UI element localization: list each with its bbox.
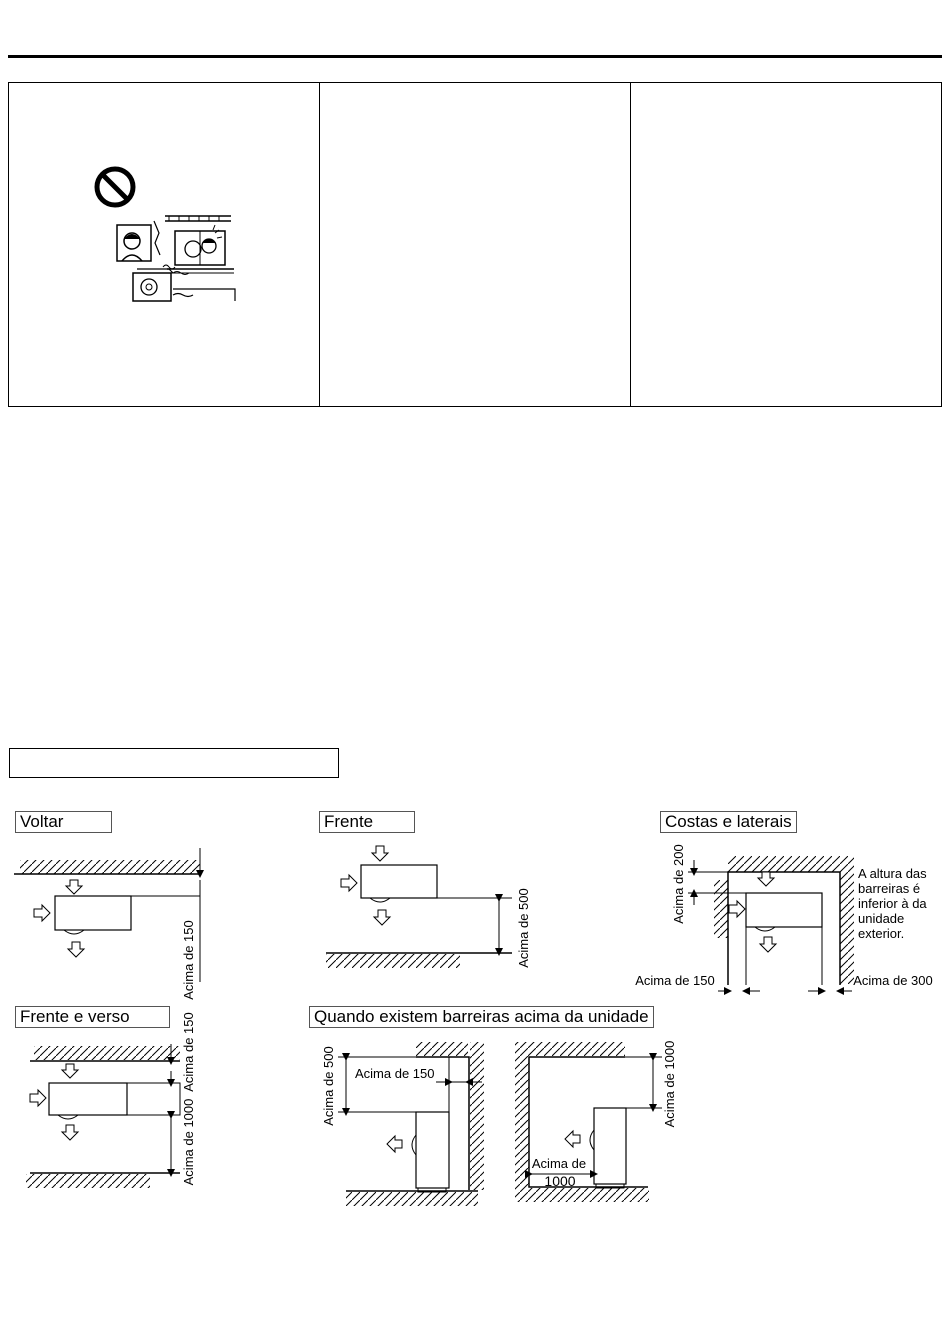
back-dim-text: Acima de 150	[181, 920, 196, 1000]
back-sides-note-1: A altura das	[858, 866, 927, 881]
diagram-back-sides	[635, 844, 933, 991]
label-frente-verso: Frente e verso	[15, 1006, 170, 1028]
back-sides-note-3: inferior à da	[858, 896, 927, 911]
label-barreiras-acima: Quando existem barreiras acima da unidade	[309, 1006, 654, 1028]
label-costas-laterais: Costas e laterais	[660, 811, 797, 833]
back-sides-dim-left: Acima de 150	[635, 973, 715, 988]
barriers-dim-right-top: Acima de 1000	[662, 1040, 677, 1128]
barriers-dim-right-front-b: 1000	[544, 1173, 576, 1189]
back-sides-note-5: exterior.	[858, 926, 905, 941]
back-sides-dim-right: Acima de 300	[853, 973, 933, 988]
front-back-dim-top: Acima de 150	[181, 1012, 196, 1092]
diagram-barriers-above-right	[515, 1041, 677, 1202]
diagram-back	[14, 848, 200, 1000]
barriers-dim-left-side: Acima de 150	[355, 1066, 435, 1081]
diagram-front-back	[26, 1012, 196, 1188]
diagram-front	[326, 846, 531, 968]
back-sides-dim-top: Acima de 200	[671, 844, 686, 924]
barriers-dim-right-front-a: Acima de	[531, 1156, 587, 1171]
label-frente: Frente	[319, 811, 415, 833]
front-back-dim-bottom: Acima de 1000	[181, 1098, 196, 1186]
barriers-dim-left-top: Acima de 500	[321, 1046, 336, 1126]
front-dim-text: Acima de 500	[516, 888, 531, 968]
diagram-barriers-above-left	[321, 1042, 484, 1206]
back-sides-note-4: unidade	[858, 911, 905, 926]
label-voltar: Voltar	[15, 811, 112, 833]
back-sides-note-2: barreiras é	[858, 881, 921, 896]
